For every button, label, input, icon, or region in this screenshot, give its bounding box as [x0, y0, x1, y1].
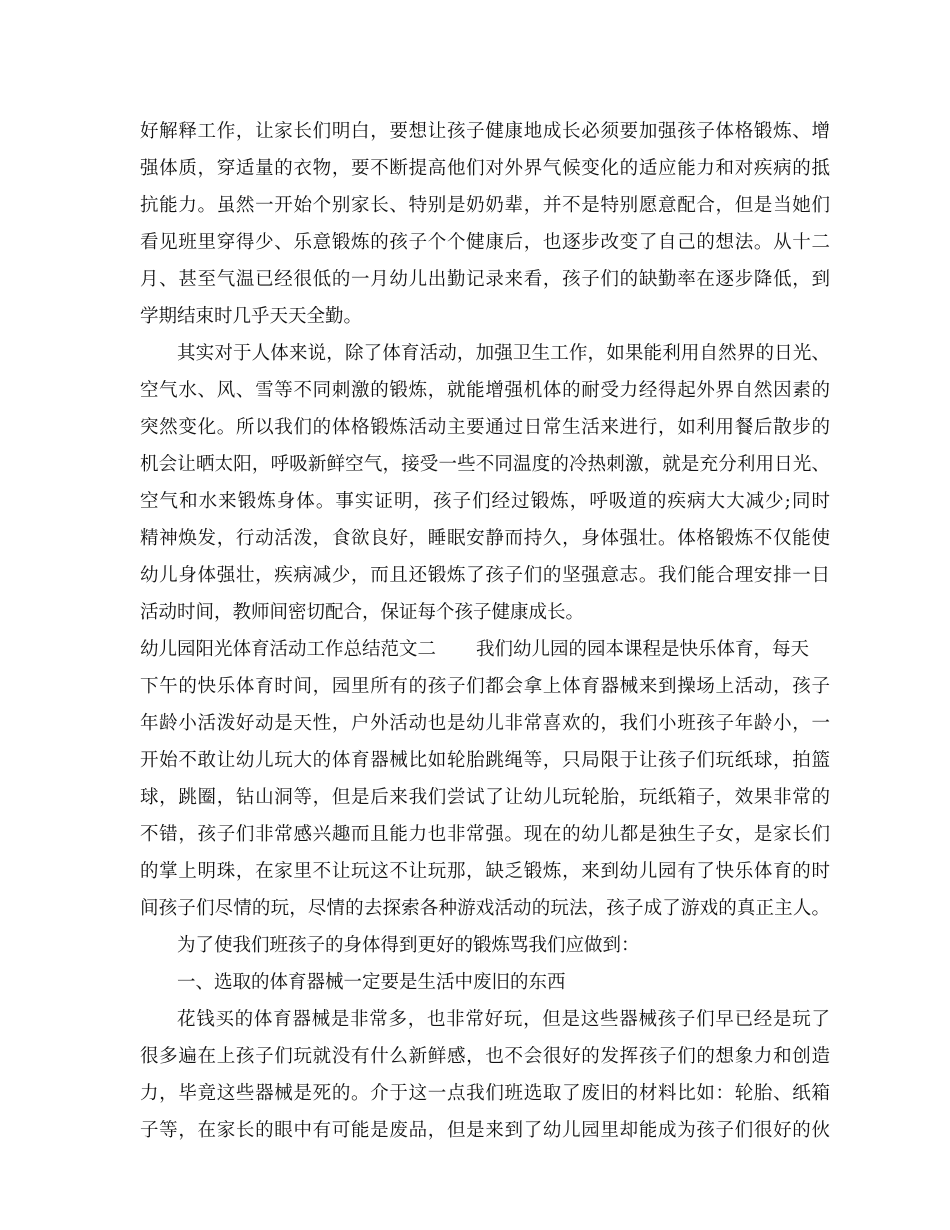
text-line: 球，跳圈，钻山洞等，但是后来我们尝试了让幼儿玩轮胎，玩纸箱子，效果非常的 [140, 787, 830, 808]
text-line: 间孩子们尽情的玩，尽情的去探索各种游戏活动的玩法，孩子成了游戏的真正主人。 [140, 898, 830, 919]
text-line: 学期结束时几乎天天全勤。 [140, 306, 363, 327]
text-line: 年龄小活泼好动是天性，户外活动也是幼儿非常喜欢的，我们小班孩子年龄小，一 [140, 713, 830, 734]
text-line: 突然变化。所以我们的体格锻炼活动主要通过日常生活来进行，如利用餐后散步的 [140, 417, 830, 438]
text-line: 力，毕竟这些器械是死的。介于这一点我们班选取了废旧的材料比如：轮胎、纸箱 [140, 1083, 830, 1104]
text-line: 下午的快乐体育时间，园里所有的孩子们都会拿上体育器械来到操场上活动，孩子 [140, 676, 830, 697]
text-line: 的掌上明珠，在家里不让玩这不让玩那，缺乏锻炼，来到幼儿园有了快乐体育的时 [140, 861, 830, 882]
text-line: 空气和水来锻炼身体。事实证明，孩子们经过锻炼，呼吸道的疾病大大减少;同时 [140, 491, 830, 512]
document-body [140, 113, 830, 1149]
text-line: 抗能力。虽然一开始个别家长、特别是奶奶辈，并不是特别愿意配合，但是当她们 [140, 195, 830, 216]
text-line: 强体质，穿适量的衣物，要不断提高他们对外界气候变化的适应能力和对疾病的抵 [140, 158, 830, 179]
text-line: 我们幼儿园的园本课程是快乐体育，每天 [476, 639, 810, 660]
text-line: 为了使我们班孩子的身体得到更好的锻炼骂我们应做到： [177, 935, 640, 956]
heading-line: 一、选取的体育器械一定要是生活中废旧的东西 [177, 972, 566, 993]
text-line: 空气水、风、雪等不同刺激的锻炼，就能增强机体的耐受力经得起外界自然因素的 [140, 380, 830, 401]
text-line: 好解释工作，让家长们明白，要想让孩子健康地成长必须要加强孩子体格锻炼、增 [140, 121, 830, 142]
text-line: 精神焕发，行动活泼，食欲良好，睡眠安静而持久，身体强壮。体格锻炼不仅能使 [140, 528, 830, 549]
text-line: 机会让晒太阳，呼吸新鲜空气，接受一些不同温度的冷热刺激，就是充分利用日光、 [140, 454, 830, 475]
text-line: 幼儿身体强壮，疾病减少，而且还锻炼了孩子们的坚强意志。我们能合理安排一日 [140, 565, 830, 586]
text-line: 月、甚至气温已经很低的一月幼儿出勤记录来看，孩子们的缺勤率在逐步降低，到 [140, 269, 830, 290]
text-line: 开始不敢让幼儿玩大的体育器械比如轮胎跳绳等，只局限于让孩子们玩纸球，拍篮 [140, 750, 830, 771]
text-line: 子等，在家长的眼中有可能是废品，但是来到了幼儿园里却能成为孩子们很好的伙 [140, 1120, 830, 1141]
text-line: 不错，孩子们非常感兴趣而且能力也非常强。现在的幼儿都是独生子女，是家长们 [140, 824, 830, 845]
text-line: 活动时间，教师间密切配合，保证每个孩子健康成长。 [140, 602, 585, 623]
section-title-line [140, 631, 830, 668]
text-line: 看见班里穿得少、乐意锻炼的孩子个个健康后，也逐步改变了自己的想法。从十二 [140, 232, 830, 253]
text-line: 其实对于人体来说，除了体育活动，加强卫生工作，如果能利用自然界的日光、 [177, 343, 830, 364]
section-title: 幼儿园阳光体育活动工作总结范文二 [140, 639, 437, 660]
text-line: 很多遍在上孩子们玩就没有什么新鲜感，也不会很好的发挥孩子们的想象力和创造 [140, 1046, 830, 1067]
text-line: 花钱买的体育器械是非常多，也非常好玩，但是这些器械孩子们早已经是玩了 [177, 1009, 830, 1030]
